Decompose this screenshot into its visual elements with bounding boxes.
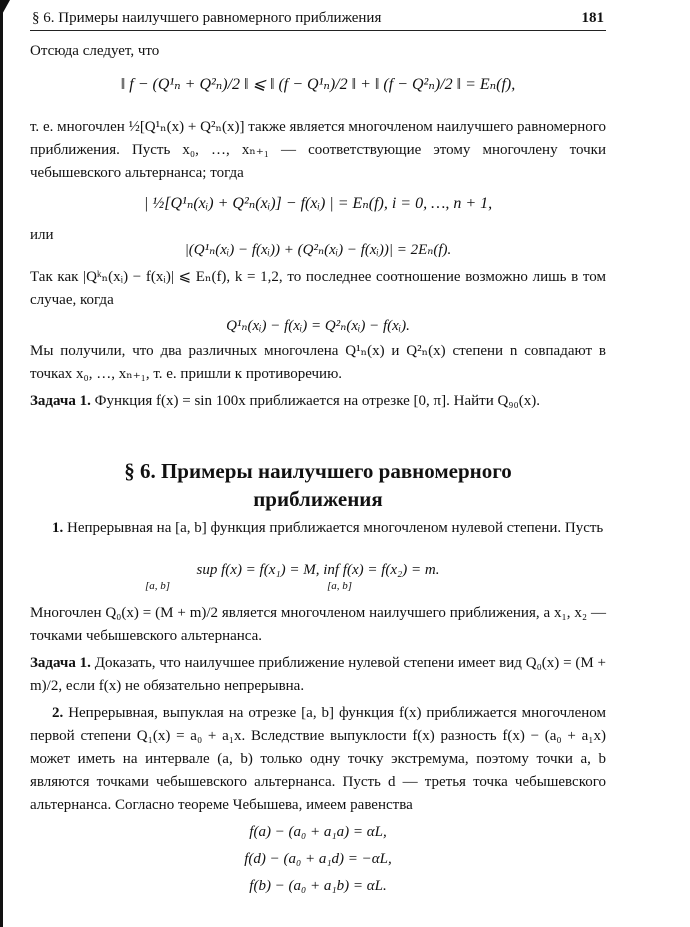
paragraph-q0: Многочлен Q₀(x) = (M + m)/2 является многочленом наилучшего приближения, а x₁, x₂ — точками чебышевского альтернанса. — [30, 605, 606, 644]
page-corner-mark — [0, 0, 10, 18]
equation-sup-inf: sup f(x) = f(x₁) = M, inf f(x) = f(x₂) = m. — [196, 562, 440, 578]
sup-subscript: [a, b] — [145, 580, 171, 592]
page-scan-edge — [0, 0, 3, 927]
item-1-text: Непрерывная на [a, b] функция приближается многочленом нулевой степени. Пусть — [67, 520, 604, 536]
task-2-text: Доказать, что наилучшее приближение нулевой степени имеет вид Q₀(x) = (M + m)/2, если f(x) не обязательно непрерывна. — [30, 655, 606, 694]
paragraph-item-1 — [30, 517, 606, 540]
task-1-section — [30, 652, 606, 698]
task-1-text: Функция f(x) = sin 100x приближается на отрезке [0, π]. Найти Q₉₀(x). — [94, 393, 541, 409]
paragraph-since: Так как |Qᵏₙ(xᵢ) − f(xᵢ)| ⩽ Eₙ(f), k = 1,2, то последнее соотношение возможно лишь в том случае, когда — [30, 269, 606, 308]
equation-chebyshev-d: f(d) − (a₀ + a₁d) = −αL, — [244, 851, 392, 867]
paragraph-midpoint-polynomial: т. е. многочлен ½[Q¹ₙ(x) + Q²ₙ(x)] также является многочленом наилучшего равномерного приближения. Пусть x₀, …, xₙ₊₁ — соответствующие этому многочлену точки чебышевского альтернанса; тогда — [30, 119, 606, 181]
paragraph-item-2 — [30, 702, 606, 817]
equation-equal-deviations: Q¹ₙ(xᵢ) − f(xᵢ) = Q²ₙ(xᵢ) − f(xᵢ). — [226, 318, 410, 334]
paragraph-intro: Отсюда следует, что — [30, 43, 160, 59]
paragraph-or: или — [30, 227, 54, 243]
item-2-text: Непрерывная, выпуклая на отрезке [a, b] функция f(x) приближается многочленом первой степени Q₁(x) = a₀ + a₁x. Вследствие выпуклости f(x) разность f(x) − (a₀ + a₁x) может иметь на интервале (a, b) только одну точку экстремума, поэтому точки a, b являются точками чебышевского альтернанса. Пусть d — третья точка чебышевского альтернанса. Согласно теореме Чебышева, имеем равенства — [30, 705, 606, 813]
section-title-line-1: § 6. Примеры наилучшего равномерного — [124, 459, 512, 483]
task-1-label: Задача 1. — [30, 393, 91, 409]
equation-sum-deviations: |(Q¹ₙ(xᵢ) − f(xᵢ)) + (Q²ₙ(xᵢ) − f(xᵢ))| = 2Eₙ(f). — [184, 242, 452, 258]
running-header — [30, 8, 606, 31]
task-1-previous — [30, 390, 606, 413]
equation-chebyshev-a: f(a) − (a₀ + a₁a) = αL, — [249, 824, 387, 840]
paragraph-contradiction: Мы получили, что два различных многочлена Q¹ₙ(x) и Q²ₙ(x) степени n совпадают в точках x₀, …, xₙ₊₁, т. е. пришли к противоречию. — [30, 343, 606, 382]
equation-chebyshev-b: f(b) − (a₀ + a₁b) = αL. — [249, 878, 387, 894]
equation-alternance-midpoint: | ½[Q¹ₙ(xᵢ) + Q²ₙ(xᵢ)] − f(xᵢ) | = Eₙ(f), i = 0, …, n + 1, — [143, 195, 493, 212]
inf-subscript: [a, b] — [327, 580, 353, 592]
task-2-label: Задача 1. — [30, 655, 91, 671]
equation-norm-inequality: ‖ f − (Q¹ₙ + Q²ₙ)/2 ‖ ⩽ ‖ (f − Q¹ₙ)/2 ‖ + ‖ (f − Q²ₙ)/2 ‖ = Eₙ(f), — [120, 76, 516, 93]
page-number: 181 — [581, 10, 604, 26]
section-title-line-2: приближения — [253, 487, 383, 511]
running-header-title: § 6. Примеры наилучшего равномерного приближения — [32, 10, 382, 26]
item-1-label: 1. — [52, 520, 64, 536]
item-2-label: 2. — [52, 705, 64, 721]
